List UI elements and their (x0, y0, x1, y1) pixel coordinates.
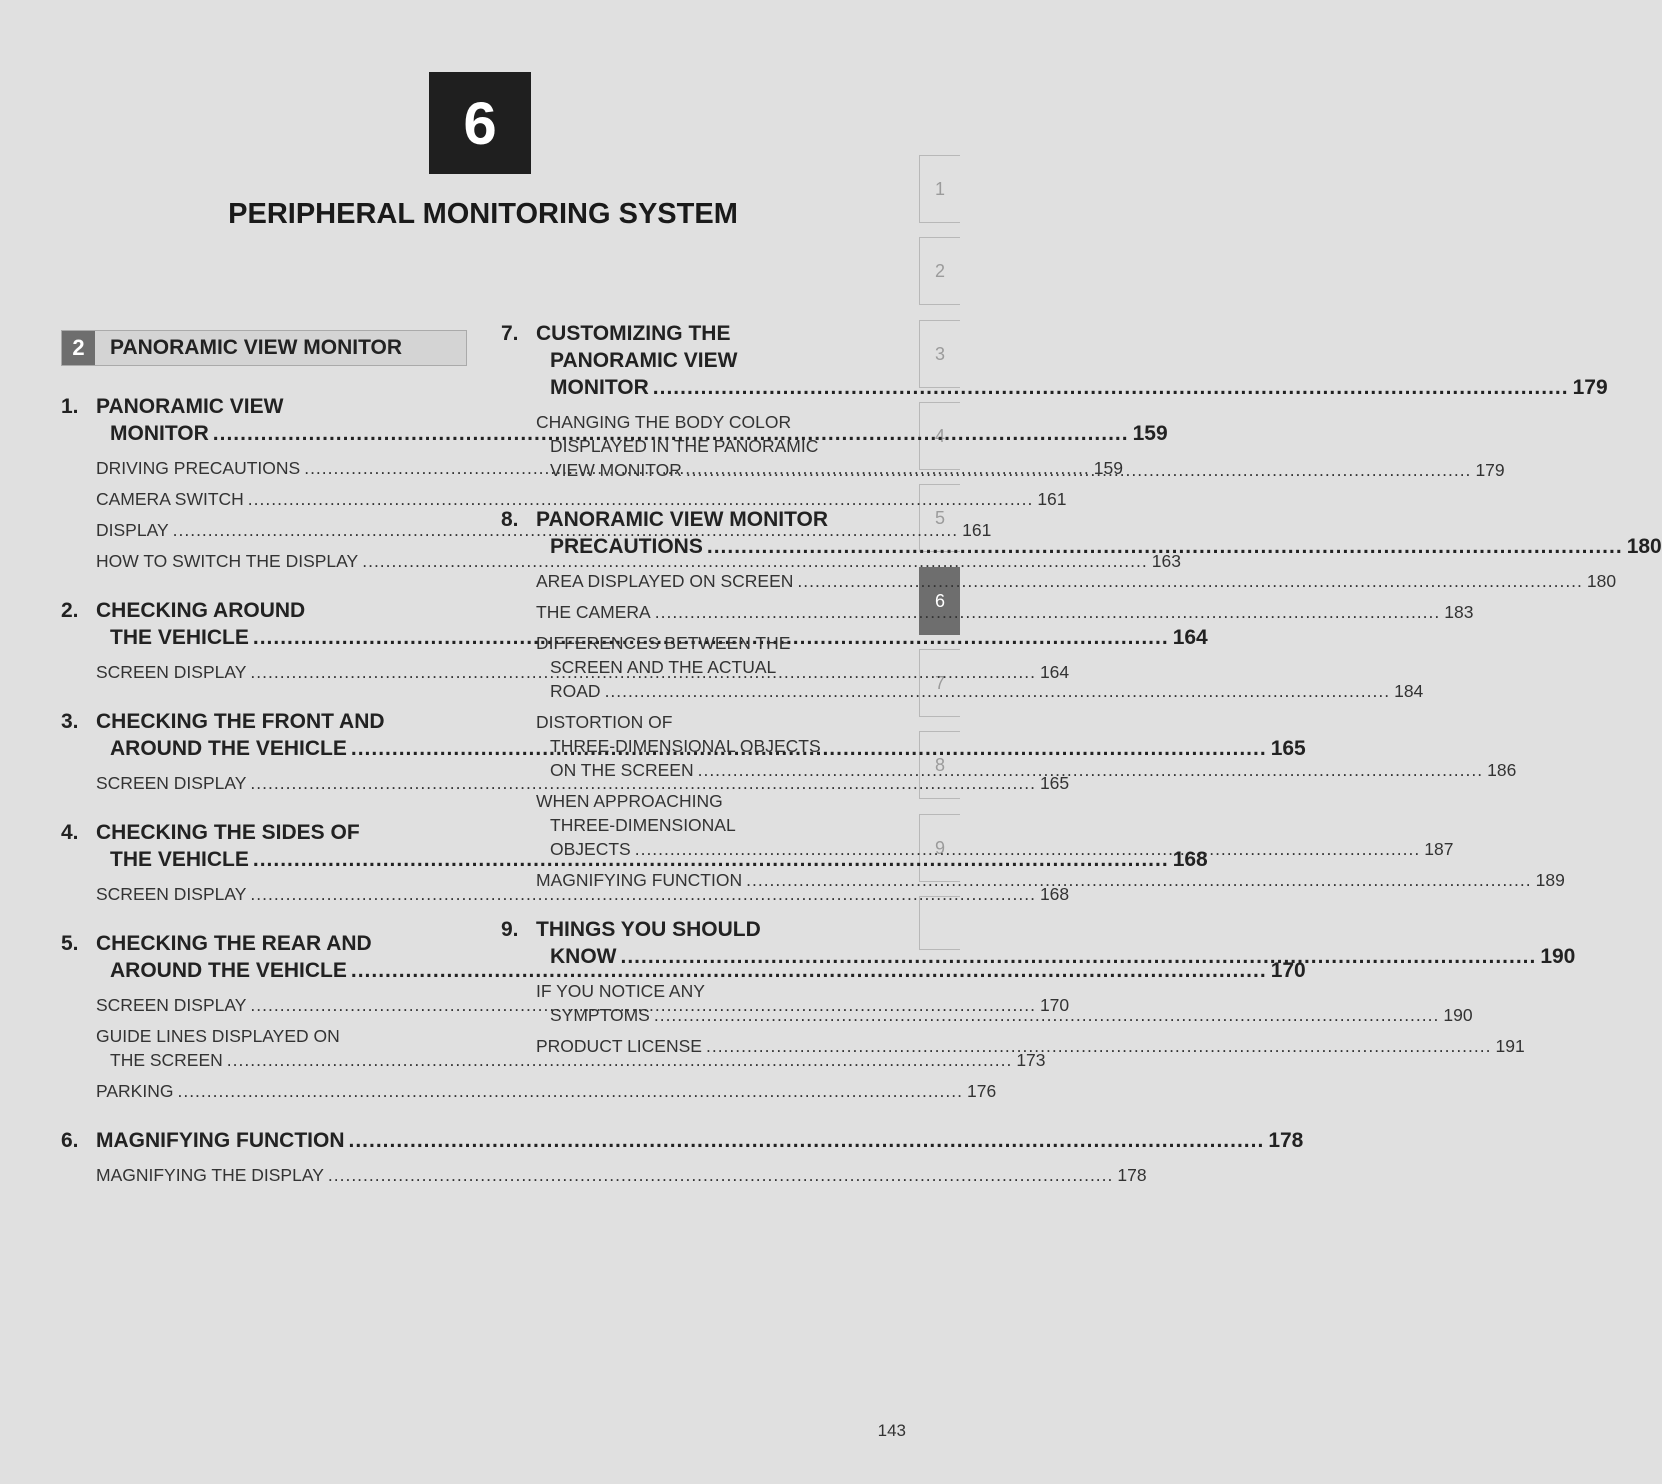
toc-subentry-text: ROAD (550, 681, 601, 701)
toc-subentry-text: DISPLAY (96, 520, 169, 540)
toc-subentry[interactable] (536, 600, 1474, 624)
toc-subentry-page: 186 (1487, 760, 1517, 780)
toc-subentry-page: 161 (962, 520, 992, 540)
toc-entry-text: CHECKING THE FRONT AND (96, 710, 385, 733)
toc-entry-page: 164 (1172, 626, 1208, 649)
toc-subentry-page: 183 (1444, 602, 1474, 622)
chapter-tab-1[interactable]: 1 (919, 155, 960, 223)
dot-leader (707, 535, 1623, 558)
chapter-number-box (429, 72, 531, 174)
toc-entry-number: 7. (501, 322, 519, 345)
toc-subentry[interactable] (96, 549, 1181, 573)
toc-entry-text: AROUND THE VEHICLE (110, 959, 347, 982)
toc-subentry-text: SCREEN DISPLAY (96, 662, 247, 682)
toc-entry-text: PANORAMIC VIEW (550, 349, 738, 372)
chapter-title: PERIPHERAL MONITORING SYSTEM (228, 198, 738, 230)
toc-subentry-page: 179 (1475, 460, 1505, 480)
toc-entry-text: MONITOR (110, 422, 209, 445)
toc-subentry[interactable] (96, 487, 1067, 511)
toc-subentry-text: MAGNIFYING FUNCTION (536, 870, 743, 890)
toc-entry-text: PANORAMIC VIEW (96, 395, 284, 418)
chapter-tab-2[interactable]: 2 (919, 237, 960, 305)
toc-subentry-text: AREA DISPLAYED ON SCREEN (536, 571, 794, 591)
toc-entry-number: 4. (61, 821, 79, 844)
toc-entry-text: THINGS YOU SHOULD (536, 918, 761, 941)
toc-entry-text: MAGNIFYING FUNCTION (96, 1129, 345, 1152)
chapter-tab-7[interactable]: 7 (919, 649, 960, 717)
chapter-tab-9[interactable]: 9 (919, 814, 960, 882)
toc-entry-number: 9. (501, 918, 519, 941)
toc-subentry-text: THREE-DIMENSIONAL (550, 815, 736, 835)
toc-entry-text: AROUND THE VEHICLE (110, 737, 347, 760)
toc-subentry-text: SCREEN AND THE ACTUAL (550, 657, 777, 677)
toc-subentry-text: IF YOU NOTICE ANY (536, 981, 705, 1001)
chapter-tab-3[interactable]: 3 (919, 320, 960, 388)
toc-subentry-page: 164 (1039, 662, 1070, 682)
toc-entry[interactable] (61, 1127, 1304, 1187)
chapter-number: 6 (463, 89, 497, 157)
toc-subentry-page: 189 (1535, 870, 1565, 890)
toc-subentry-text: WHEN APPROACHING (536, 791, 723, 811)
chapter-tab-8[interactable]: 8 (919, 731, 960, 799)
toc-entry-page: 180 (1626, 535, 1662, 558)
dot-leader (328, 1165, 1114, 1185)
chapter-tab-6[interactable]: 6 (919, 567, 960, 635)
toc-entry-text: CHECKING THE REAR AND (96, 932, 372, 955)
toc-subentry-text: DISPLAYED IN THE PANORAMIC (550, 436, 819, 456)
toc-subentry[interactable] (536, 868, 1565, 892)
toc-entry-page: 179 (1572, 376, 1608, 399)
toc-entry-page: 170 (1270, 959, 1306, 982)
toc-subentry-text: THREE-DIMENSIONAL OBJECTS (550, 736, 821, 756)
toc-subentry[interactable] (96, 1079, 997, 1103)
toc-subentry-text: GUIDE LINES DISPLAYED ON (96, 1026, 340, 1046)
toc-subentry-text: OBJECTS (550, 839, 631, 859)
dot-leader (621, 945, 1537, 968)
toc-entry-number: 2. (61, 599, 79, 622)
section-header (61, 330, 467, 366)
toc-entry-page: 190 (1540, 945, 1576, 968)
dot-leader (653, 376, 1569, 399)
dot-leader (177, 1081, 963, 1101)
dot-leader (686, 460, 1472, 480)
section-number: 2 (62, 331, 95, 365)
dot-leader (654, 1005, 1440, 1025)
toc-subentry-page: 180 (1586, 571, 1617, 591)
dot-leader (635, 839, 1421, 859)
dot-leader (746, 870, 1532, 890)
dot-leader (655, 602, 1441, 622)
toc-subentry-page: 173 (1016, 1050, 1046, 1070)
toc-subentry-text: THE CAMERA (536, 602, 651, 622)
page-number: 143 (877, 1421, 906, 1440)
toc-subentry-text: THE SCREEN (110, 1050, 223, 1070)
toc-entry-number: 1. (61, 395, 79, 418)
toc-subentry-text: DIFFERENCES BETWEEN THE (536, 633, 791, 653)
toc-subentry[interactable] (96, 882, 1070, 906)
toc-subentry-text: SYMPTOMS (550, 1005, 650, 1025)
toc-subentry-text: HOW TO SWITCH THE DISPLAY (96, 551, 359, 571)
toc-subentry-text: PRODUCT LICENSE (536, 1036, 702, 1056)
toc-subentry-page: 176 (967, 1081, 997, 1101)
chapter-tab-4[interactable]: 4 (919, 402, 960, 470)
toc-subentry[interactable] (536, 569, 1617, 593)
toc-entry-number: 8. (501, 508, 519, 531)
toc-entry-page: 165 (1270, 737, 1306, 760)
toc-subentry-text: MAGNIFYING THE DISPLAY (96, 1165, 324, 1185)
toc-entry-number: 3. (61, 710, 79, 733)
toc-entry-text: THE VEHICLE (110, 626, 249, 649)
toc-subentry-text: CAMERA SWITCH (96, 489, 244, 509)
toc-subentry-page: 168 (1039, 884, 1070, 904)
section-title: PANORAMIC VIEW MONITOR (110, 336, 403, 359)
toc-subentry-page: 159 (1093, 458, 1123, 478)
toc-entry-page: 168 (1172, 848, 1208, 871)
toc-subentry-text: DISTORTION OF (536, 712, 673, 732)
toc-subentry-text: CHANGING THE BODY COLOR (536, 412, 792, 432)
toc-subentry[interactable] (536, 1034, 1525, 1058)
dot-leader (698, 760, 1484, 780)
toc-entry-title (501, 320, 1608, 401)
toc-subentry-page: 178 (1117, 1165, 1147, 1185)
toc-subentry-text: DRIVING PRECAUTIONS (96, 458, 301, 478)
toc-subentry-page: 163 (1151, 551, 1181, 571)
toc-subentry[interactable] (96, 771, 1070, 795)
toc-subentry-text: ON THE SCREEN (550, 760, 694, 780)
toc-subentry[interactable] (96, 1163, 1147, 1187)
toc-entry-number: 5. (61, 932, 79, 955)
toc-entry-text: CUSTOMIZING THE (536, 322, 731, 345)
toc-subentry-page: 191 (1495, 1036, 1525, 1056)
chapter-tab-5[interactable]: 5 (919, 484, 960, 552)
toc-entry-text: MONITOR (550, 376, 649, 399)
toc-subentry-text: SCREEN DISPLAY (96, 884, 247, 904)
toc-subentry-text: VIEW MONITOR (550, 460, 682, 480)
toc-subentry-page: 184 (1394, 681, 1424, 701)
toc-entry-title (501, 916, 1576, 970)
toc-subentry-text: SCREEN DISPLAY (96, 773, 247, 793)
toc-subentry-text: SCREEN DISPLAY (96, 995, 247, 1015)
toc-subentry-page: 165 (1039, 773, 1070, 793)
dot-leader (797, 571, 1583, 591)
toc-entry-text: PANORAMIC VIEW MONITOR (536, 508, 829, 531)
dot-leader (605, 681, 1391, 701)
toc-entry-text: THE VEHICLE (110, 848, 249, 871)
toc-entry-title (61, 1127, 1304, 1154)
toc-subentry-page: 190 (1443, 1005, 1473, 1025)
dot-leader (348, 1129, 1264, 1152)
toc-entry-page: 159 (1132, 422, 1168, 445)
toc-entry-page: 178 (1268, 1129, 1304, 1152)
toc-entry-text: CHECKING AROUND (96, 599, 306, 622)
dot-leader (706, 1036, 1492, 1056)
toc-entry-text: PRECAUTIONS (550, 535, 703, 558)
toc-subentry-text: PARKING (96, 1081, 174, 1101)
toc-entry-number: 6. (61, 1129, 79, 1152)
toc-subentry-page: 161 (1037, 489, 1067, 509)
toc-entry-text: KNOW (550, 945, 617, 968)
toc-entry-text: CHECKING THE SIDES OF (96, 821, 360, 844)
toc-subentry-page: 170 (1039, 995, 1070, 1015)
toc-subentry-page: 187 (1424, 839, 1454, 859)
